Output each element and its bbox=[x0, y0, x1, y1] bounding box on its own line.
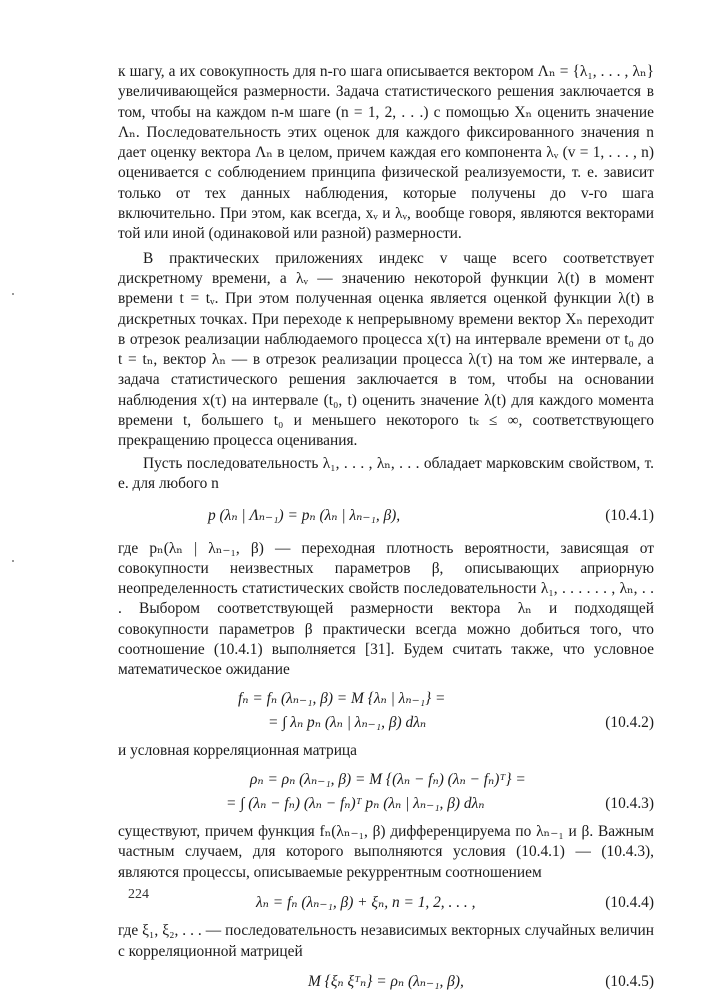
scan-speck bbox=[12, 293, 14, 295]
equation-number: (10.4.3) bbox=[605, 794, 654, 812]
equation-line-2: = ∫ (λₙ − fₙ) (λₙ − fₙ)ᵀ pₙ (λₙ | λₙ₋₁, β) dλₙ bbox=[226, 794, 485, 812]
equation-number: (10.4.1) bbox=[605, 507, 654, 525]
equation-body: λₙ = fₙ (λₙ₋₁, β) + ξₙ, n = 1, 2, . . . , bbox=[256, 893, 476, 911]
equation-10-4-4 bbox=[118, 893, 654, 913]
paragraph-5: и условная корреляционная матрица bbox=[118, 742, 357, 760]
equation-10-4-3 bbox=[118, 770, 654, 815]
paragraph-4: где pₙ(λₙ | λₙ₋₁, β) — переходная плотность вероятности, зависящая от совокупности неизвестных параметров β, описывающих априорную неопределенность статистических свойств последовательности λ₁, . . . . . . , λₙ, . . . Выбором соответствующей размерности вектора λₙ и подходящей совокупности параметров β практически всегда можно добиться того, что соотношение (10.4.1) выполняется [31]. Будем считать также, что условное математическое ожидание bbox=[118, 539, 654, 679]
page-number: 224 bbox=[128, 887, 149, 902]
paragraph-2: В практических приложениях индекс v чаще всего соответствует дискретному времени, а λᵥ — значению некоторой функции λ(t) в момент времени t = tᵥ. При этом полученная оценка является оценкой функции λ(t) в дискретных точках. При переходе к непрерывному времени вектор Xₙ переходит в отрезок реализации наблюдаемого процесса x(τ) на интервале времени от t₀ до t = tₙ, вектор λₙ — в отрезок реализации процесса λ(τ) на том же интервале, а задача статистического решения заключается в том, чтобы на основании наблюдения x(τ) на интервале (t₀, t) оценить значение λ(t) для каждого момента времени t, большего t₀ и меньшего некоторого tₖ ≤ ∞, соответствующего прекращению процесса оценивания. bbox=[118, 249, 654, 450]
paragraph-1: к шагу, а их совокупность для n-го шага описывается вектором Λₙ = {λ₁, . . . , λₙ} увеличивающейся размерности. Задача статистического решения заключается в том, чтобы на каждом n-м шаге (n = 1, 2, . . .) с помощью Xₙ оценить значение Λₙ. Последовательность этих оценок для каждого фиксированного значения n дает оценку вектора Λₙ в целом, причем каждая его компонента λᵥ (v = 1, . . . , n) оценивается с соблюдением принципа физической реализуемости, т. е. зависит только от тех данных наблюдения, которые получены до v-го шага включительно. При этом, как всегда, xᵥ и λᵥ, вообще говоря, являются векторами той или иной (одинаковой или разной) размерности. bbox=[118, 63, 654, 243]
equation-body: p (λₙ | Λₙ₋₁) = pₙ (λₙ | λₙ₋₁, β), bbox=[208, 507, 401, 525]
equation-line-1: ρₙ = ρₙ (λₙ₋₁, β) = M {(λₙ − fₙ) (λₙ − fₙ)ᵀ} = bbox=[250, 770, 526, 788]
paragraph-6: существуют, причем функция fₙ(λₙ₋₁, β) дифференцируема по λₙ₋₁ и β. Важным частным случаем, для которого выполняются условия (10.4.1) — (10.4.3), являются процессы, описываемые рекуррентным соотношением bbox=[118, 823, 654, 881]
equation-10-4-1 bbox=[118, 506, 654, 526]
equation-line-1: fₙ = fₙ (λₙ₋₁, β) = M {λₙ | λₙ₋₁} = bbox=[238, 689, 446, 707]
equation-line-2: = ∫ λₙ pₙ (λₙ | λₙ₋₁, β) dλₙ bbox=[268, 713, 427, 731]
equation-10-4-5 bbox=[118, 972, 654, 992]
equation-10-4-2 bbox=[118, 689, 654, 734]
scan-speck bbox=[12, 560, 14, 562]
paragraph-7: где ξ₁, ξ₂, . . . — последовательность независимых векторных случайных величин с корреляционной матрицей bbox=[118, 922, 654, 960]
equation-number: (10.4.4) bbox=[605, 893, 654, 911]
paragraph-3: Пусть последовательность λ₁, . . . , λₙ, . . . обладает марковским свойством, т. е. для любого n bbox=[118, 454, 654, 492]
equation-number: (10.4.2) bbox=[605, 713, 654, 731]
page-body bbox=[118, 62, 654, 992]
equation-number: (10.4.5) bbox=[605, 972, 654, 990]
equation-body: M {ξₙ ξᵀₙ} = ρₙ (λₙ₋₁, β), bbox=[308, 972, 464, 990]
